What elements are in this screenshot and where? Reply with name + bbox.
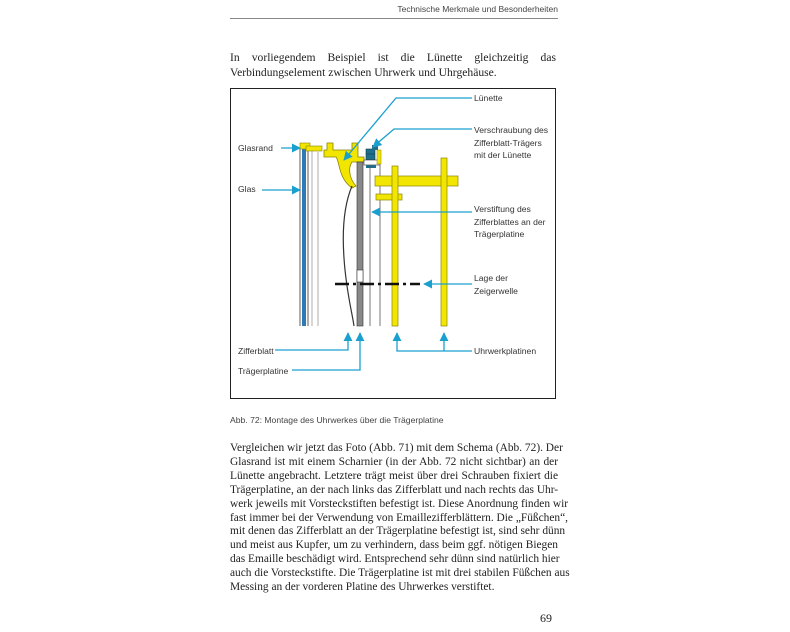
label-uhrwerkplatinen: Uhrwerkplatinen xyxy=(474,346,537,356)
figure-caption: Abb. 72: Montage des Uhrwerkes über die Trägerplatine xyxy=(230,415,444,425)
body-line: Vergleichen wir jetzt das Foto (Abb. 71) mit dem Schema (Abb. 72). Der xyxy=(230,442,563,454)
pointer-arrows xyxy=(262,98,472,370)
body-line: Trägerplatine, an der nach links das Zifferblatt und nach rechts das Uhr- xyxy=(230,483,559,496)
carrier-plate xyxy=(357,162,363,326)
movement-plates xyxy=(375,158,458,326)
body-line: auch die Vorsteckstifte. Die Trägerplatine ist mit drei stabilen Füßchen aus xyxy=(230,567,570,580)
running-header: Technische Merkmale und Besonderheiten xyxy=(397,4,558,14)
page-number: 69 xyxy=(540,611,552,625)
label-glas: Glas xyxy=(238,184,256,194)
body-line: werk jeweils mit Vorsteckstiften befestigt ist. Diese Anordnung finden wir xyxy=(230,497,569,510)
intro-paragraph: In vorliegendem Beispiel ist die Lünette gleichzeitig das Verbindungselement zwischen Uhrwerk und Uhrgehäuse. xyxy=(230,51,556,79)
label-verschraubung: Verschraubung des Zifferblatt-Trägers mit der Lünette xyxy=(474,125,549,160)
dial-curve xyxy=(343,186,354,326)
body-line: Messing an der vorderen Platine des Uhrwerkes verstiftet. xyxy=(230,581,495,594)
body-line: und meist aus Kupfer, um zu verhindern, dass beim ggf. nötigen Biegen xyxy=(230,539,558,552)
body-line: Lünette angebracht. Letztere trägt meist über drei Schrauben fixiert die xyxy=(230,469,558,482)
body-line: mit denen das Zifferblatt an der Trägerplatine befestigt ist, sind sehr dünn xyxy=(230,525,566,538)
body-paragraph xyxy=(230,442,570,595)
body-line: fast immer bei der Verwendung von Emaillezifferblättern. Die „Füßchen“, xyxy=(230,511,569,524)
glass-pane xyxy=(300,148,318,326)
label-verstiftung: Verstiftung des Zifferblattes an der Trägerplatine xyxy=(474,204,546,239)
bezel-screw xyxy=(364,145,381,168)
body-line: das Emaille beschädigt wird. Entsprechend sehr dünn sind natürlich hier xyxy=(230,553,560,566)
label-zifferblatt: Zifferblatt xyxy=(238,346,274,356)
body-line: Glasrand ist mit einem Scharnier (in der Abb. 72 nicht sichtbar) an der xyxy=(230,455,558,468)
label-luenette: Lünette xyxy=(474,93,503,103)
label-glasrand: Glasrand xyxy=(238,143,273,153)
label-traegerplatine: Trägerplatine xyxy=(238,366,289,376)
label-zeigerwelle: Lage der Zeigerwelle xyxy=(474,273,518,296)
